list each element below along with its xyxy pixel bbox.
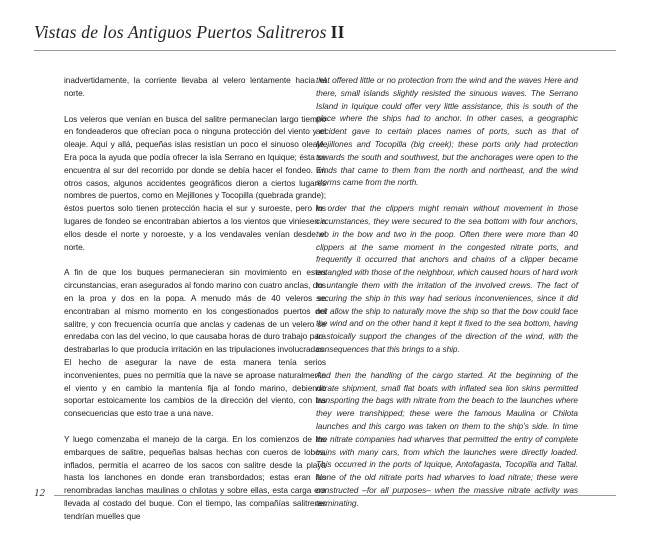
english-paragraph-1: that offered little or no protection from the wind and the waves Here and there, small islands slightly resisted the sinuous waves. The Serrano Island in Iquique could offer very little assistance, this is south of the place where the ships had to anchor. In other cases, a geographic accident gave to certain places names of ports, such as that of Mejillones and Tocopilla (big creek); these ports only had protection towards the south and southwest, but the anchorages were open to the winds that came to them from the north and northeast, and the wind storms came from the north. bbox=[316, 75, 578, 188]
spanish-text-column bbox=[64, 74, 326, 536]
header-volume: II bbox=[330, 22, 345, 42]
header-title: Vistas de los Antiguos Puertos Salitreros bbox=[34, 22, 327, 42]
header-divider bbox=[34, 50, 616, 51]
english-paragraph-3: And then the handling of the cargo started. At the beginning of the nitrate shipment, small flat boats with inflated sea lion skins permitted transporting the bags with nitrate from the beach to the launches where they were transhipped; these were the famous Maulina or Chilota launches and this cargo was taken on them to the ship’s side. In time the nitrate companies had wharves that permitted the entry of complete trains with many cars, from which the launches were directly loaded. This occurred in the ports of Iquique, Antofagasta, Tocopilla and Taltal. None of the old nitrate ports had wharves to load nitrate; these were constructed –for all purposes– when the massive nitrate activity was terminating. bbox=[316, 369, 578, 508]
running-header bbox=[34, 22, 345, 43]
page-number: 12 bbox=[34, 487, 45, 499]
footer-divider bbox=[54, 495, 616, 496]
english-text-column bbox=[316, 74, 578, 523]
spanish-paragraph-1: inadvertidamente, la corriente llevaba al velero lentamente hacia el norte. bbox=[64, 75, 326, 98]
spanish-paragraph-3: A fin de que los buques permanecieran sin movimiento en estas circunstancias, eran asegurados al fondo marino con cuatro anclas, dos en la proa y dos en la popa. A menudo más de 40 veleros se encontraban al mismo momento en los congestionados puertos del salitre, y con frecuencia ocurría que anclas y cadenas de un velero se enredaba con las del vecino, lo que causaba horas de duro trabajo para destrabarlas lo que producía irritación en las tripulaciones involucradas. El hecho de asegurar la nave de esta manera tenía serios inconvenientes, pues no permitía que la nave se aproase naturalmente el viento y en cambio la mantenía fija al fondo marino, debiendo soportar estoicamente los cambios de la dirección del viento, con las consecuencias que esto trae a una nave. bbox=[64, 267, 326, 419]
spanish-paragraph-2: Los veleros que venían en busca del salitre permanecían largo tiempo en fondeaderos que ofrecían poca o ninguna protección del viento y el oleaje. Aquí y allá, pequeñas islas resistían un poco el sinuoso oleaje. Era poca la ayuda que podía ofrecer la isla Serrano en Iquique; ésta se encuentra al sur del recorrido por donde se debía hacer el fondeo. En otros casos, algunos accidentes geográficos dieron a ciertos lugares nombres de puertos, como en Mejillones y Tocopilla (quebrada grande); éstos puertos solo tienen protección hacia el sur y suroeste, pero los lugares de fondeo se encontraban abiertos a los vientos que viniesen a ellos desde el norte y noroeste, y a los vendavales venían desde el norte. bbox=[64, 113, 326, 252]
english-paragraph-2: In order that the clippers might remain without movement in those circumstances, they were secured to the sea bottom with four anchors, two in the bow and two in the poop. Often there were more than 40 clippers at the same moment in the congested nitrate ports, and frequently it occurred that anchors and chains of a clipper became entangled with those of the neighbour, which caused hours of hard work to untangle them with the irritation of the involved crews. The fact of securing the ship in this way had serious inconveniences, since it did not allow the ship to naturally move the ship so that the bow could face the wind and on the other hand it kept it fixed to the sea bottom, having to stoically support the changes of the direction of the wind, with the consequences that this brings to a ship. bbox=[316, 203, 578, 354]
spanish-paragraph-4: Y luego comenzaba el manejo de la carga. En los comienzos de los embarques de salitre, pequeñas balsas hechas con cueros de lobos, inflados, permitía el acarreo de los sacos con salitre desde la playa hasta los lanchones en donde eran transbordados; estas eran las renombradas lanchas maulinas o chilotas y sobre ellas, esta carga era llevada al costado del buque. Con el tiempo, las compañías salitreras tendrían muelles que bbox=[64, 433, 326, 521]
